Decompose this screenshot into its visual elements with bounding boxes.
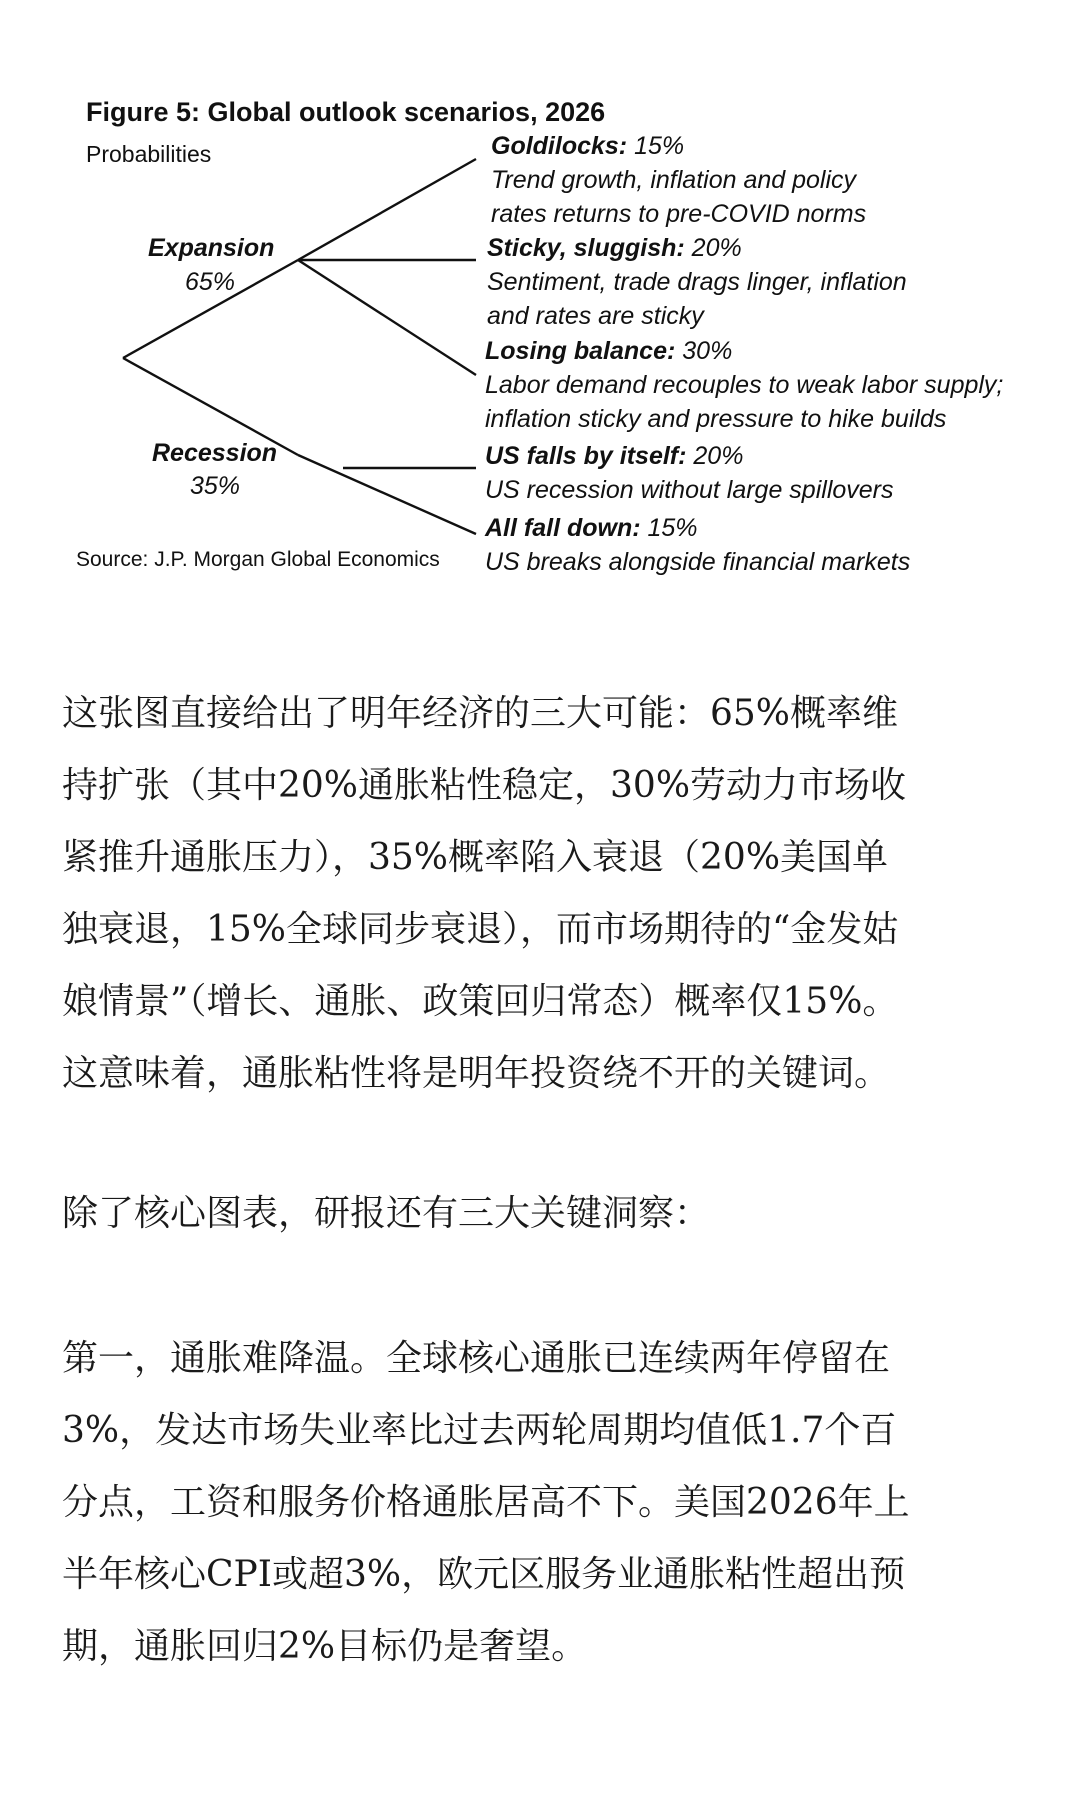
node-recession-prob: 35% bbox=[190, 472, 241, 500]
tree-line-losing-balance bbox=[298, 260, 476, 375]
node-expansion-prob: 65% bbox=[185, 268, 236, 296]
branch-losing-balance-title: Losing balance: 30% bbox=[485, 337, 733, 365]
paragraph-line: 这张图直接给出了明年经济的三大可能：65%概率维 bbox=[62, 693, 899, 734]
branch-sticky-desc-1: Sentiment, trade drags linger, inflation bbox=[487, 268, 907, 296]
branch-losing-balance-desc-2: inflation sticky and pressure to hike builds bbox=[485, 405, 947, 433]
figure-subtitle: Probabilities bbox=[86, 141, 212, 167]
branch-us-falls-title: US falls by itself: 20% bbox=[485, 442, 744, 470]
scenario-tree-figure bbox=[0, 0, 1080, 600]
branch-goldilocks-desc-2: rates returns to pre-COVID norms bbox=[491, 200, 867, 228]
article-paragraph-2 bbox=[62, 1178, 1042, 1250]
branch-losing-balance-desc-1: Labor demand recouples to weak labor supply; bbox=[485, 371, 1004, 399]
article-paragraph-1 bbox=[62, 678, 1042, 1110]
branch-us-falls-desc-1: US recession without large spillovers bbox=[485, 476, 894, 504]
paragraph-line: 半年核心CPI或超3%，欧元区服务业通胀粘性超出预 bbox=[62, 1554, 906, 1595]
branch-goldilocks-desc-1: Trend growth, inflation and policy bbox=[491, 166, 857, 194]
paragraph-line: 紧推升通胀压力），35%概率陷入衰退（20%美国单 bbox=[62, 837, 889, 878]
branch-all-fall-desc-1: US breaks alongside financial markets bbox=[485, 548, 911, 576]
paragraph-line: 除了核心图表，研报还有三大关键洞察： bbox=[62, 1193, 711, 1234]
paragraph-line: 第一，通胀难降温。全球核心通胀已连续两年停留在 bbox=[62, 1338, 891, 1379]
tree-line-goldilocks bbox=[298, 159, 476, 260]
paragraph-line: 分点，工资和服务价格通胀居高不下。美国2026年上 bbox=[62, 1482, 910, 1523]
branch-sticky-desc-2: and rates are sticky bbox=[487, 302, 704, 330]
paragraph-line: 独衰退，15%全球同步衰退），而市场期待的“金发姑 bbox=[62, 909, 899, 950]
paragraph-line: 3%，发达市场失业率比过去两轮周期均值低1.7个百 bbox=[62, 1410, 897, 1451]
node-recession-label: Recession bbox=[152, 439, 278, 467]
paragraph-line: 这意味着，通胀粘性将是明年投资绕不开的关键词。 bbox=[62, 1053, 891, 1094]
paragraph-line: 持扩张（其中20%通胀粘性稳定，30%劳动力市场收 bbox=[62, 765, 907, 806]
node-expansion-label: Expansion bbox=[148, 234, 275, 262]
paragraph-line: 期，通胀回归2%目标仍是奢望。 bbox=[62, 1626, 588, 1667]
paragraph-line: 娘情景”（增长、通胀、政策回归常态）概率仅15%。 bbox=[62, 981, 899, 1022]
branch-goldilocks-title: Goldilocks: 15% bbox=[491, 132, 685, 160]
article-paragraph-3 bbox=[62, 1323, 1042, 1683]
branch-all-fall-title: All fall down: 15% bbox=[485, 514, 698, 542]
branch-sticky-title: Sticky, sluggish: 20% bbox=[487, 234, 742, 262]
figure-source: Source: J.P. Morgan Global Economics bbox=[76, 548, 440, 571]
figure-title: Figure 5: Global outlook scenarios, 2026 bbox=[86, 97, 606, 127]
